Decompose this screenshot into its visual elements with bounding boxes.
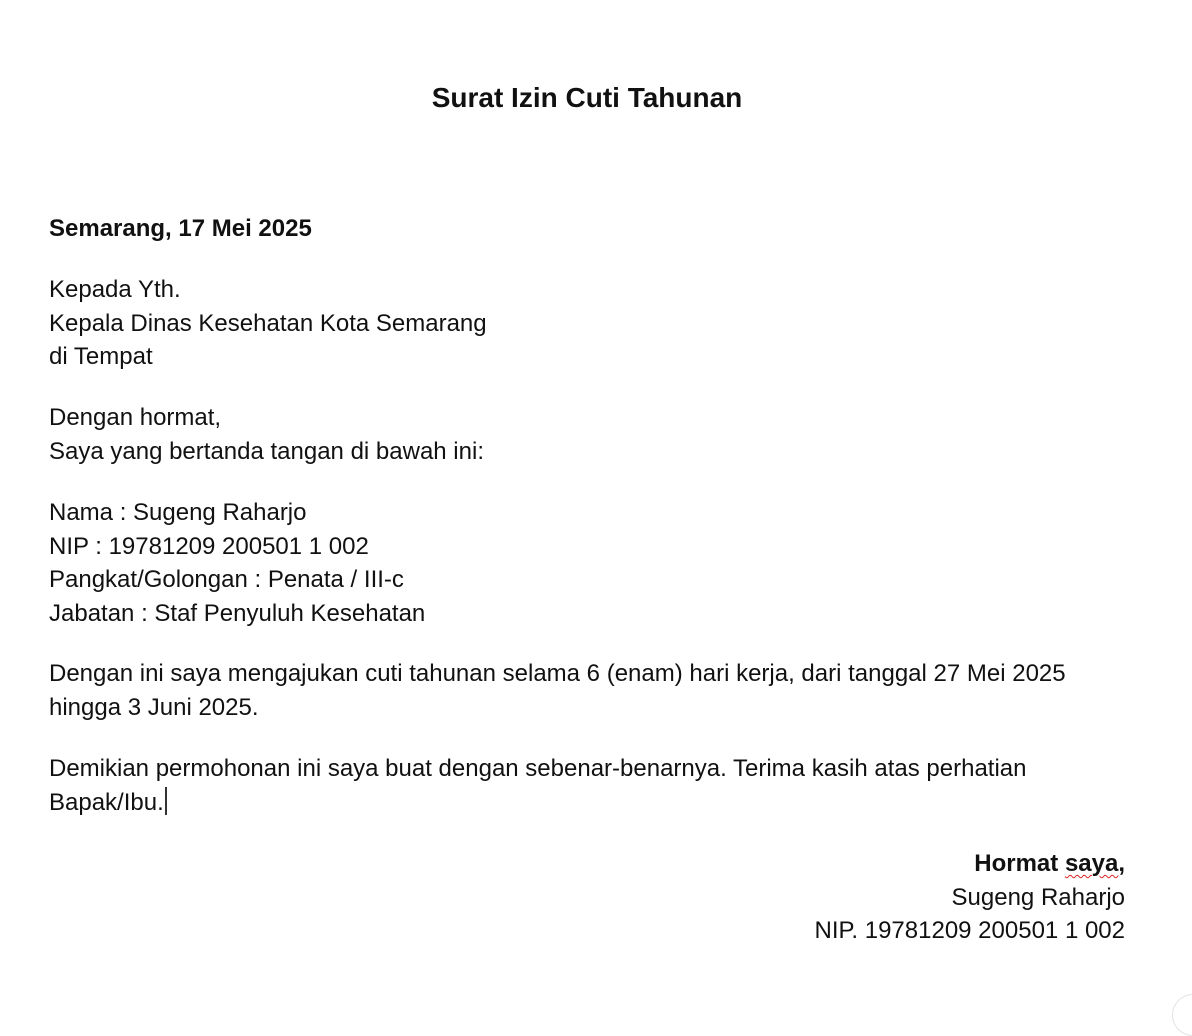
date-line: Semarang, 17 Mei 2025	[49, 215, 312, 242]
closing-line-2-wrapper	[49, 786, 1139, 820]
signature-name: Sugeng Raharjo	[951, 883, 1125, 911]
closing-paragraph	[49, 752, 1139, 819]
signature-greeting-word-1: Hormat	[974, 850, 1059, 877]
recipient-block	[49, 273, 1139, 374]
signature-nip: NIP. 19781209 200501 1 002	[814, 917, 1125, 944]
spellcheck-underline-word[interactable]: saya	[1064, 850, 1119, 877]
identity-block	[49, 496, 1139, 630]
signature-block	[814, 847, 1125, 948]
identity-position: Jabatan : Staf Penyuluh Kesehatan	[49, 599, 426, 627]
closing-line-1: Demikian permohonan ini saya buat dengan sebenar-benarnya. Terima kasih atas perhatian	[49, 755, 1027, 782]
request-line-1: Dengan ini saya mengajukan cuti tahunan selama 6 (enam) hari kerja, dari tanggal 27 Mei 2025	[49, 660, 1066, 687]
closing-line-2: Bapak/Ibu.	[49, 788, 164, 816]
identity-nip: NIP : 19781209 200501 1 002	[49, 532, 369, 560]
document-title: Surat Izin Cuti Tahunan	[431, 82, 743, 113]
signature-greeting-comma: ,	[1118, 850, 1125, 877]
request-paragraph	[49, 657, 1139, 724]
opening-block	[49, 401, 1139, 468]
opening-greeting: Dengan hormat,	[49, 404, 222, 431]
text-cursor	[165, 787, 167, 815]
opening-intro: Saya yang bertanda tangan di bawah ini:	[49, 437, 484, 465]
recipient-title: Kepala Dinas Kesehatan Kota Semarang	[49, 309, 487, 337]
recipient-salutation: Kepada Yth.	[49, 276, 181, 303]
corner-widget[interactable]	[1172, 994, 1192, 1036]
identity-rank: Pangkat/Golongan : Penata / III-c	[49, 566, 404, 593]
recipient-location: di Tempat	[49, 343, 153, 370]
identity-name: Nama : Sugeng Raharjo	[49, 499, 307, 526]
request-line-2: hingga 3 Juni 2025.	[49, 693, 259, 721]
signature-greeting	[814, 847, 1125, 881]
